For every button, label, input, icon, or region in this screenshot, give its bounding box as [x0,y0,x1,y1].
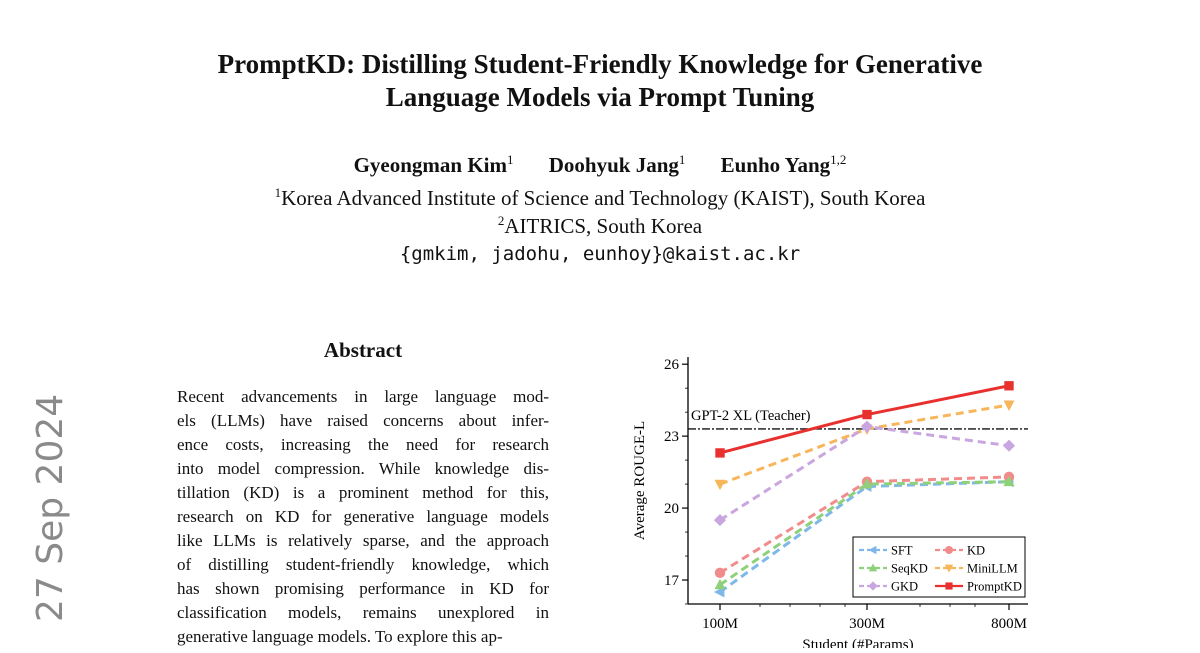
paper-title [150,48,1050,114]
legend-label-gkd: GKD [891,579,919,594]
x-axis-label: Student (#Params) [802,637,914,648]
legend-label-kd: KD [967,543,986,558]
rouge-chart [620,340,1040,648]
teacher-line-label: GPT-2 XL (Teacher) [691,407,811,424]
affil-mark: 2 [497,213,505,228]
data-point-kd [715,568,725,578]
x-tick-label: 800M [991,616,1027,632]
arxiv-date-stamp: 27 Sep 2024 [30,393,71,622]
affil-mark: 1 [274,185,282,200]
abstract-line: into model compression. While knowledge dis- [177,459,549,478]
author [721,153,847,177]
data-point-promptkd [715,448,724,457]
abstract-line: classification models, remains unexplored in [177,603,549,622]
author-affil-mark: 1 [506,152,514,167]
y-tick-label: 23 [664,429,679,446]
author [549,153,686,177]
title-line-1: PromptKD: Distilling Student-Friendly Knowledge for Generative [217,49,983,79]
abstract-heading: Abstract [323,338,403,362]
abstract-line: has shown promising performance in KD for [177,579,549,598]
data-point-promptkd [862,410,871,419]
data-point-gkd [861,420,873,432]
affiliation [150,213,1050,239]
y-tick-label: 20 [664,501,679,518]
data-point-gkd [1003,440,1015,452]
abstract-line: tillation (KD) is a prominent method for this, [177,483,549,502]
affil-text: AITRICS, South Korea [504,214,703,238]
x-tick-label: 100M [702,616,738,632]
legend-marker-promptkd [945,582,952,589]
legend-label-promptkd: PromptKD [967,579,1022,594]
data-point-minillm [715,480,726,490]
title-line-2: Language Models via Prompt Tuning [385,82,815,112]
abstract-line: els (LLMs) have raised concerns about infer- [177,411,549,430]
abstract-line: Recent advancements in large language mod- [177,387,549,406]
legend-marker-kd [945,546,953,554]
data-point-minillm [1004,401,1015,411]
y-axis-label: Average ROUGE-L [632,420,648,541]
author-affil-mark: 1,2 [830,152,847,167]
legend-label-seqkd: SeqKD [891,561,928,576]
abstract-line: research on KD for generative language models [177,507,549,526]
author-name: Eunho Yang [720,153,831,177]
affiliation [150,185,1050,211]
abstract-body [177,385,549,649]
abstract-line: ence costs, increasing the need for research [177,435,549,454]
data-point-promptkd [1004,381,1013,390]
abstract-line: generative language models. To explore this ap- [177,627,503,646]
author-affil-mark: 1 [678,152,686,167]
rouge-figure [620,340,1040,648]
legend-label-minillm: MiniLLM [967,561,1018,576]
legend-label-sft: SFT [891,543,913,558]
author-list [150,152,1050,178]
author-name: Gyeongman Kim [353,153,507,177]
author-emails: {gmkim, jadohu, eunhoy}@kaist.ac.kr [399,243,801,265]
author [354,153,514,177]
abstract-line: like LLMs is relatively sparse, and the approach [177,531,549,550]
author-name: Doohyuk Jang [548,153,679,177]
abstract-line: of distilling student-friendly knowledge, which [177,555,549,574]
x-tick-label: 300M [849,616,885,632]
y-tick-label: 26 [664,357,679,374]
affil-text: Korea Advanced Institute of Science and Technology (KAIST), South Korea [281,186,926,210]
y-tick-label: 17 [664,573,679,590]
